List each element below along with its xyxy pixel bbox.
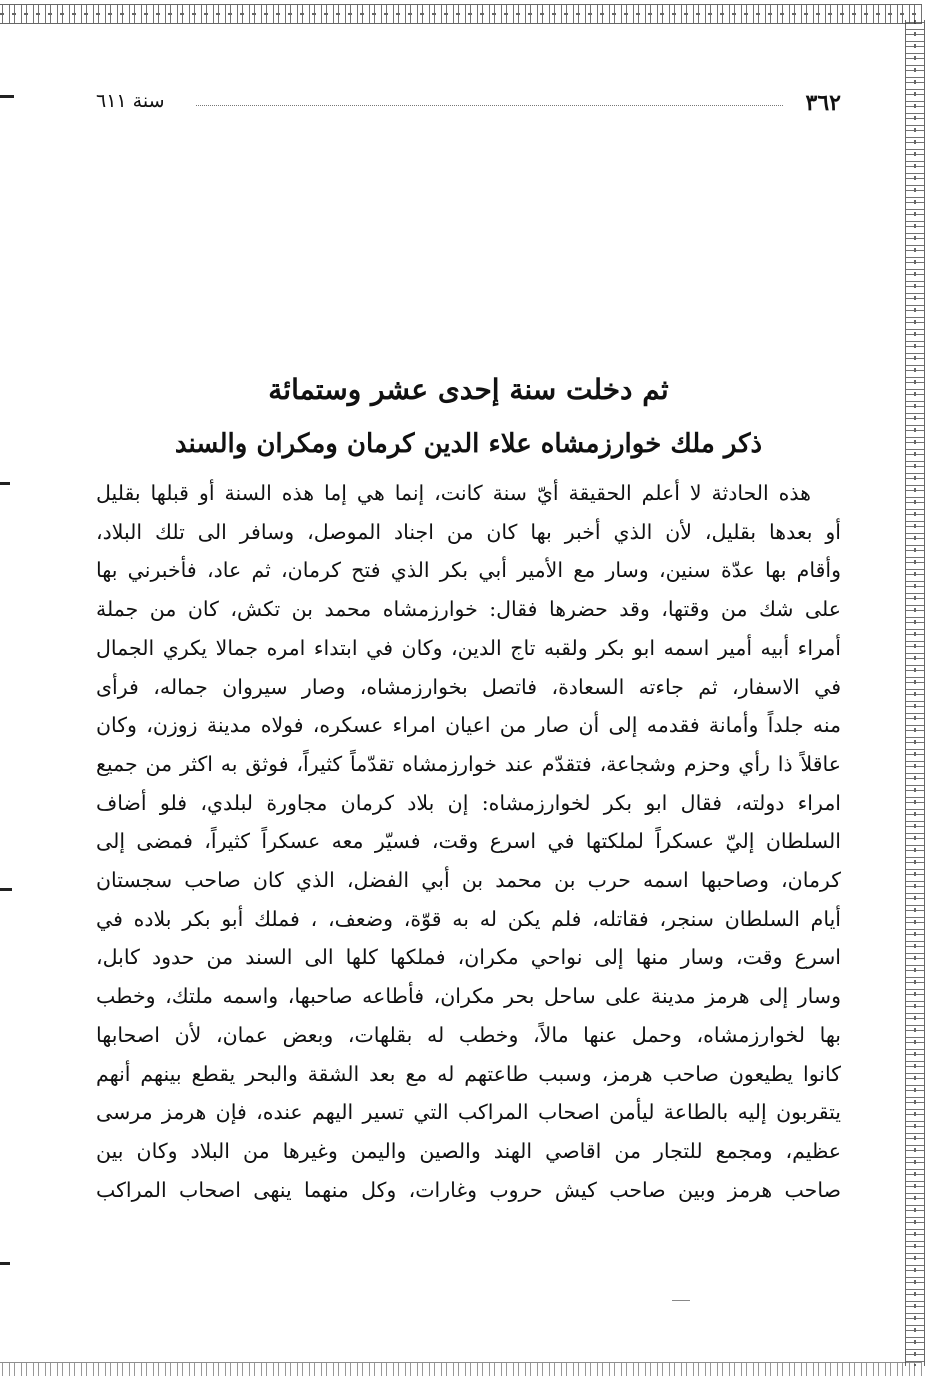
ornamental-border-bottom [0,1362,922,1376]
body-line: أمراء أبيه أمير اسمه ابو بكر ولقبه تاج الدين، وكان في ابتداء امره جمالا يكري الجمال [96,635,841,660]
header-rule [196,105,783,106]
body-line: هذه الحادثة لا أعلم الحقيقة أيّ سنة كانت، إنما هي إما هذه السنة أو قبلها بقليل [96,481,811,505]
body-line: أو بعدها بقليل، لأن الذي أخبر بها كان من اجناد الموصل، وسافر الى تلك البلاد، [96,519,841,544]
body-line: يتقربون إليه بالطاعة ليأمن اصحاب المراكب التي تسير اليهم عنده، فإن هرمز مرسى [96,1100,841,1125]
body-line: على شك من وقتها، وقد حضرها فقال: خوارزمشاه محمد بن تكش، كان من جملة [96,597,841,622]
body-line: وأقام بها عدّة سنين، وسار مع الأمير أبي بكر الذي فتح كرمان، ثم عاد، فأخبرني بها [96,558,841,583]
page-number: ٣٦٢ [805,90,841,116]
body-line: في الاسفار، ثم جاءته السعادة، فاتصل بخوارزمشاه، وصار سيروان جماله، فرأى [96,674,841,699]
year-label: سنة ٦١١ [96,90,165,112]
body-line: صاحب هرمز وبين صاحب كيش حروب وغارات، وكل منهما ينهى اصحاب المراكب [96,1177,841,1202]
scan-edge-mark [0,482,10,485]
body-line: اسرع وقت، وسار منها إلى نواحي مكران، فملكها كلها الى السند من حدود كابل، [96,945,841,970]
scan-edge-mark [0,1262,10,1265]
chapter-title: ثم دخلت سنة إحدى عشر وستمائة [268,373,669,406]
body-line: كرمان، وصاحبها اسمه حرب بن محمد بن أبي الفضل، الذي كان صاحب سجستان [96,868,841,893]
main-content [96,360,841,1209]
body-line: وسار إلى هرمز مدينة على ساحل بحر مكران، فأطاعه صاحبها، واسمه ملتك، وخطب [96,984,841,1009]
body-paragraph [96,474,841,1209]
body-line: عظيم، ومجمع للتجار من اقاصي الهند والصين واليمن وغيرها من البلاد وكان بين [96,1138,841,1163]
scan-edge-mark [0,95,14,98]
page-end-mark [672,1300,690,1301]
running-header [96,90,841,122]
body-line: بها لخوارزمشاه، وحمل عنها مالاً، وخطب له بقلهات، وبعض عمان، لأن اصحابها [96,1022,841,1047]
ornamental-border-right [905,20,925,1366]
ornamental-border-top [0,4,922,24]
body-line: كانوا يطيعون صاحب هرمز، وسبب طاعتهم له مع بعد الشقة والبحر يقطع بينهم أنهم [96,1061,841,1086]
body-line: أيام السلطان سنجر، فقاتله، فلم يكن له به قوّة، وضعف، ، فملك أبو بكر بلاده في [96,906,841,931]
body-line: امراء دولته، فقال ابو بكر لخوارزمشاه: إن بلاد كرمان مجاورة لبلدي، فلو أضاف [96,790,841,815]
body-line: عاقلاً ذا رأي وحزم وشجاعة، فتقدّم عند خوارزمشاه تقدّماً كثيراً، فوثق به اكثر من جميع [96,751,841,776]
scan-edge-mark [0,888,12,891]
section-heading: ذكر ملك خوارزمشاه علاء الدين كرمان ومكران والسند [174,429,763,459]
body-line: السلطان إليّ عسكراً لملكتها في اسرع وقت، فسيّر معه عسكراً كثيراً، فمضى إلى [96,829,841,854]
body-line: منه جلداً وأمانة فقدمه إلى أن صار من اعيان امراء عسكره، فولاه مدينة زوزن، وكان [96,713,841,738]
